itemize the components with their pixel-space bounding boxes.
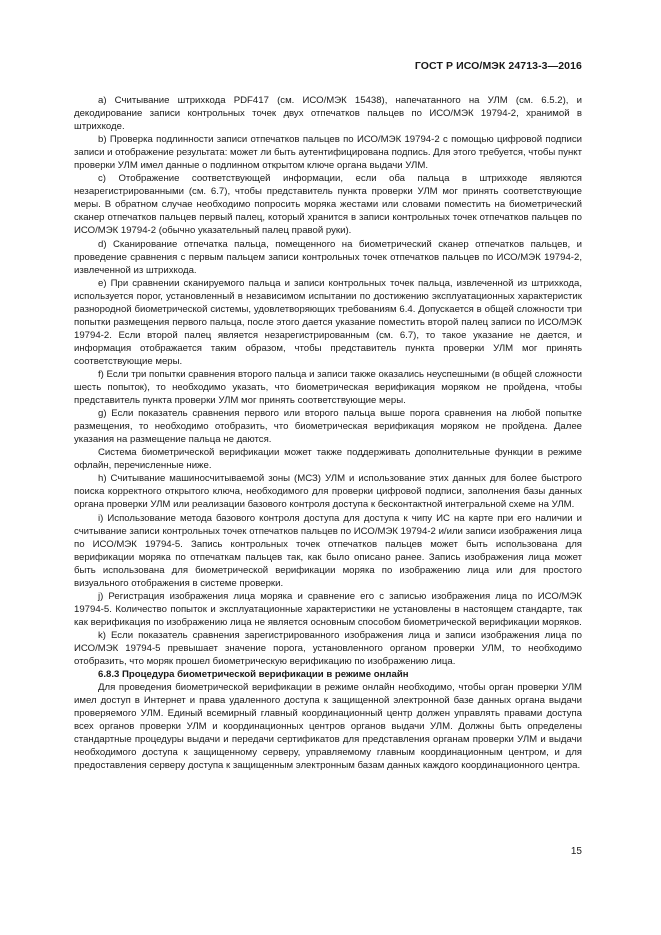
paragraph-g: g) Если показатель сравнения первого или второго пальца выше порога сравнения на любой попытке размещения, то необходимо отобразить, что биометрическая верификация моряком не пройдена. Далее указания на размещение пальца не даются. bbox=[74, 408, 582, 446]
paragraph-k: k) Если показатель сравнения зарегистрированного изображения лица и записи изображения лица по ИСО/МЭК 19794-5 превышает значение порога, установленного органом проверки УЛМ, то необходимо отобразить, что моряк прошел биометрическую верификацию по изображению лица. bbox=[74, 629, 582, 668]
standard-header: ГОСТ Р ИСО/МЭК 24713-3—2016 bbox=[414, 60, 582, 72]
paragraph-i: i) Использование метода базового контроля доступа для доступа к чипу ИС на карте при его наличии и считывание записи контрольных точек отпечатков пальцев по ИСО/МЭК 19794-2 и/или записи изображения лица по ИСО/МЭК 19794-5. Запись контрольных точек отпечатков пальцев может быть использована для верификации моряка по отпечаткам пальцев так, как было описано ранее. Запись изображения лица может быть использована для биометрической верификации моряка по изображению лица или для простого визуального отображения в системе проверки. bbox=[74, 512, 582, 589]
paragraph-offline-intro: Система биометрической верификации может также поддерживать дополнительные функции в режиме офлайн, перечисленные ниже. bbox=[74, 447, 582, 472]
page-number: 15 bbox=[570, 846, 582, 857]
paragraph-b: b) Проверка подлинности записи отпечатков пальцев по ИСО/МЭК 19794-2 с помощью цифровой подписи записи и отображение результата: может ли быть аутентифицирована подпись. Для этого требуется, чтобы пункт проверки УЛМ имел данные о подлинном открытом ключе органа выдачи УЛМ. bbox=[74, 134, 582, 172]
paragraph-a: a) Считывание штрихкода PDF417 (см. ИСО/МЭК 15438), напечатанного на УЛМ (см. 6.5.2), и декодирование записи контрольных точек двух отпечатков пальцев по ИСО/МЭК 19794-2, хранимой в штрихкоде. bbox=[74, 95, 582, 133]
paragraph-f: f) Если три попытки сравнения второго пальца и записи также оказались неуспешными (в общей сложности шесть попыток), то необходимо указать, что биометрическая верификация моряком не пройдена, чтобы представитель пункта проверки УЛМ мог принять соответствующие меры. bbox=[74, 368, 582, 407]
paragraph-j: j) Регистрация изображения лица моряка и сравнение его с записью изображения лица по ИСО/МЭК 19794-5. Количество попыток и эксплуатационные характеристики не установлены в настоящем стандарте, так как верификация по изображению лица не является основным способом биометрической верификации моряков. bbox=[74, 590, 582, 628]
paragraph-h: h) Считывание машиносчитываемой зоны (МСЗ) УЛМ и использование этих данных для более быстрого поиска корректного открытого ключа, необходимого для проверки цифровой подписи, заполнения базы данных органа проверки УЛМ или реализации базового контроля доступа к бесконтактной интегральной схеме на УЛМ. bbox=[74, 473, 582, 511]
paragraph-online: Для проведения биометрической верификации в режиме онлайн необходимо, чтобы орган проверки УЛМ имел доступ в Интернет и права удаленного доступа к защищенной электронной базе данных органа выдачи проверяемого УЛМ. Единый всемирный главный координационный центр должен управлять правами доступа всех органов проверки УЛМ и координационных центров органов выдачи УЛМ. Должны быть определены стандартные процедуры выдачи и передачи сертификатов для представления органам проверки УЛМ и выдачи необходимого доступа к защищенному серверу, управляемому главным координационным центром, и для предоставления серверу доступа к защищенным электронным базам данных каждого координационного центра. bbox=[74, 682, 582, 772]
section-heading-6-8-3: 6.8.3 Процедура биометрической верификации в режиме онлайн bbox=[98, 669, 409, 681]
paragraph-e: e) При сравнении сканируемого пальца и записи контрольных точек пальца, извлеченной из штрихкода, используется порог, установленный в независимом испытании по достижению эксплуатационных характеристик разнородной биометрической системы, удовлетворяющих требованиям 6.4. Допускается в общей сложности три попытки размещения первого пальца, после этого дается указание поместить второй палец записи по ИСО/МЭК 19794-2. Если второй палец является незарегистрированным (см. 6.7), то такое указание не дается, и информация отображается таким образом, чтобы представитель пункта проверки УЛМ мог принять соответствующие меры. bbox=[74, 277, 582, 367]
paragraph-d: d) Сканирование отпечатка пальца, помещенного на биометрический сканер отпечатков пальцев, и проведение сравнения с первым пальцем записи контрольных точек отпечатков пальцев по ИСО/МЭК 19794-2, извлеченной из штрихкода. bbox=[74, 238, 582, 276]
paragraph-c: c) Отображение соответствующей информации, если оба пальца в штрихкоде являются незарегистрированными (см. 6.7), чтобы представитель пункта проверки УЛМ мог принять соответствующие меры. В обратном случае необходимо попросить моряка жестами или словами поместить на биометрический сканер отпечатков пальцев первый палец, который хранится в записи контрольных точек отпечатков пальцев по ИСО/МЭК 19794-2 (обычно указательный палец правой руки). bbox=[74, 173, 582, 237]
document-body bbox=[74, 94, 582, 772]
